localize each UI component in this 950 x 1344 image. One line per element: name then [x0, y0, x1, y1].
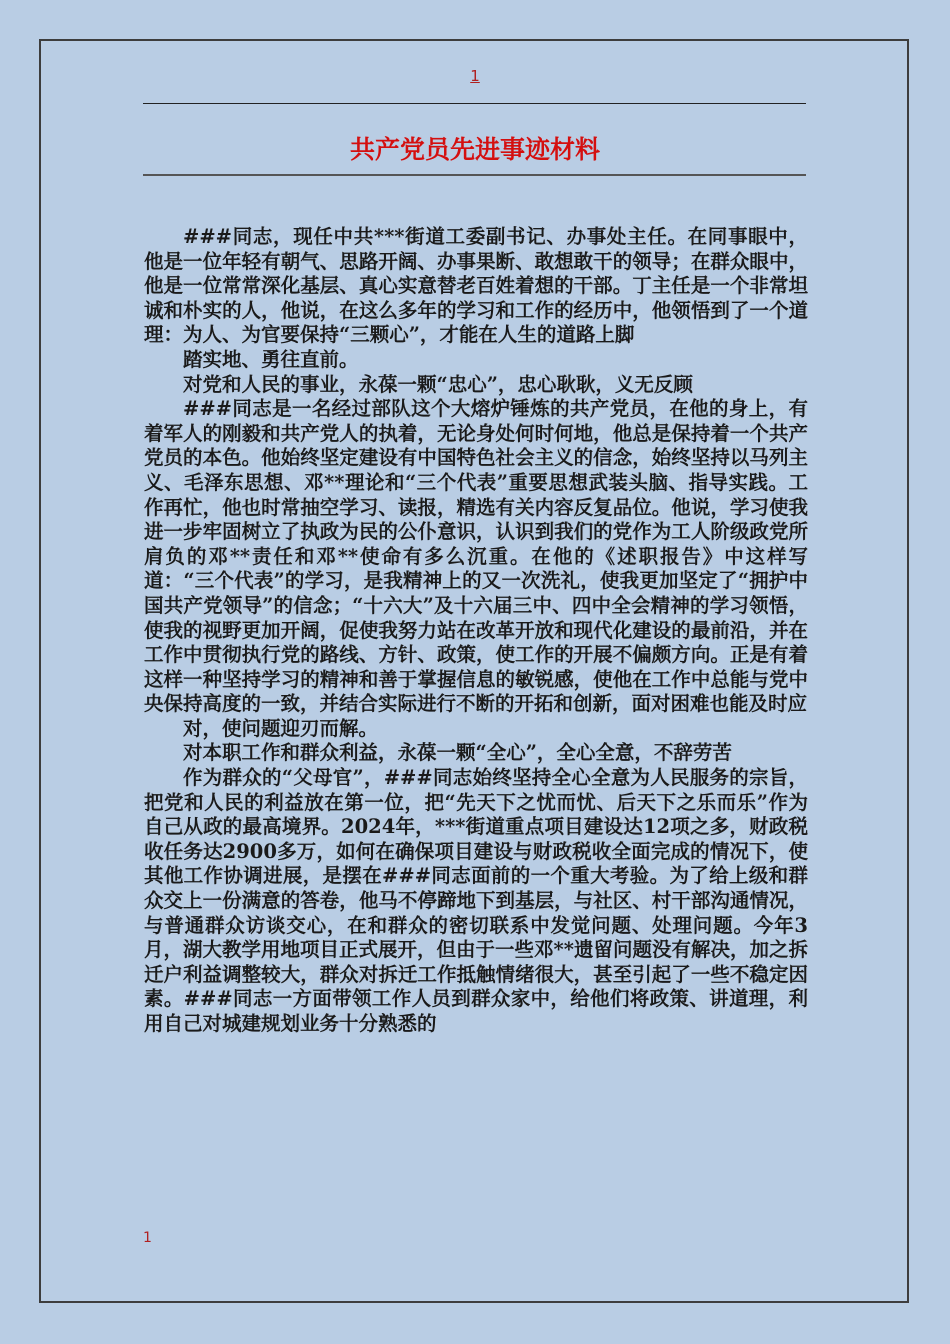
title-divider	[143, 174, 806, 176]
body-paragraph: 踏实地、勇往直前。	[183, 347, 359, 371]
body-paragraph: 作为群众的“父母官”，###同志始终坚持全心全意为人民服务的宗旨，把党和人民的利益放在第一位，把“先天下之忧而忧、后天下之乐而乐”作为自己从政的最高境界。2024年，***街道重点项目建设达12项之多，财政税收任务达2900多万，如何在确保项目建设与财政税收全面完成的情况下，使其他工作协调进展，是摆在###同志面前的一个重大考验。为了给上级和群众交上一份满意的答卷，他马不停蹄地下到基层，与社区、村干部沟通情况，与普通群众访谈交心，在和群众的密切联系中发觉问题、处理问题。今年3月，湖大教学用地项目正式展开，但由于一些邓**遗留问题没有解决，加之拆迁户利益调整较大，群众对拆迁工作抵触情绪很大，甚至引起了一些不稳定因素。###同志一方面带领工作人员到群众家中，给他们将政策、讲道理，利用自己对城建规划业务十分熟悉的	[144, 766, 808, 1035]
footer-page-number: 1	[143, 1230, 152, 1246]
document-title: 共产党员先进事迹材料	[349, 135, 600, 164]
section-heading: 对党和人民的事业，永葆一颗“忠心”，忠心耿耿，义无反顾	[183, 372, 693, 396]
section-heading: 对本职工作和群众利益，永葆一颗“全心”，全心全意，不辞劳苦	[183, 741, 732, 765]
header-divider	[143, 103, 806, 104]
body-paragraph: 对，使问题迎刃而解。	[183, 716, 379, 740]
body-paragraph: ###同志是一名经过部队这个大熔炉锤炼的共产党员，在他的身上，有着军人的刚毅和共产党人的执着，无论身处何时何地，他总是保持着一个共产党员的本色。他始终坚定建设有中国特色社会主义的信念，始终坚持以马列主义、毛泽东思想、邓**理论和“三个代表”重要思想武装头脑、指导实践。工作再忙，他也时常抽空学习、读报，精选有关内容反复品位。他说，学习使我进一步牢固树立了执政为民的公仆意识，认识到我们的党作为工人阶级政党所肩负的邓**责任和邓**使命有多么沉重。在他的《述职报告》中这样写道：“三个代表”的学习，是我精神上的又一次洗礼，使我更加坚定了“拥护中国共产党领导”的信念；“十六大”及十六届三中、四中全会精神的学习领悟，使我的视野更加开阔，促使我努力站在改革开放和现代化建设的最前沿，并在工作中贯彻执行党的路线、方针、政策，使工作的开展不偏颇方向。正是有着这样一种坚持学习的精神和善于掌握信息的敏锐感，使他在工作中总能与党中央保持高度的一致，并结合实际进行不断的开拓和创新，面对困难也能及时应	[144, 397, 808, 716]
header-page-number: 1	[470, 67, 480, 85]
document-body	[144, 225, 808, 1037]
body-paragraph: ###同志，现任中共***街道工委副书记、办事处主任。在同事眼中，他是一位年轻有朝气、思路开阔、办事果断、敢想敢干的领导；在群众眼中，他是一位常常深化基层、真心实意替老百姓着想的干部。丁主任是一个非常坦诚和朴实的人，他说，在这么多年的学习和工作的经历中，他领悟到了一个道理：为人、为官要保持“三颗心”，才能在人生的道路上脚	[144, 225, 808, 347]
